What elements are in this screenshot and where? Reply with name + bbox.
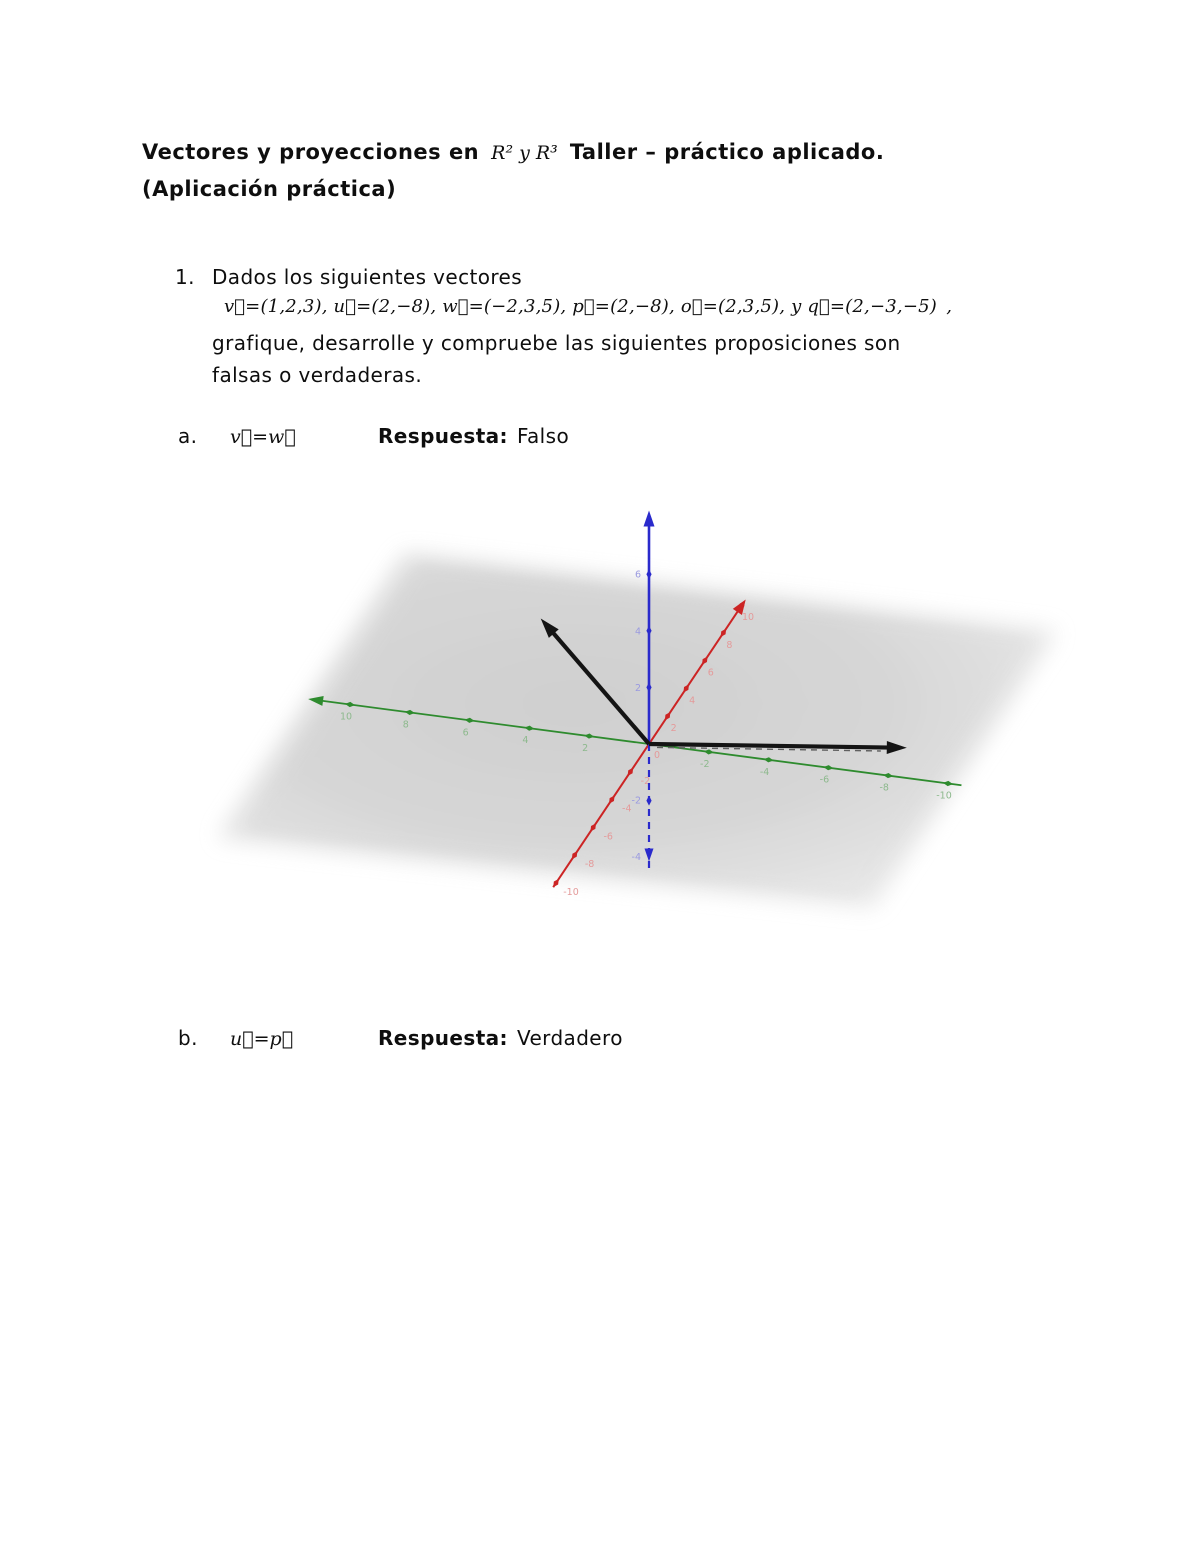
item-a-answer-label: Respuesta: [378, 424, 508, 448]
svg-text:-6: -6 [819, 774, 830, 786]
svg-text:2: 2 [634, 682, 641, 694]
svg-text:6: 6 [634, 569, 641, 581]
title-math-expression: R² y R³ [491, 142, 558, 164]
svg-text:4: 4 [522, 735, 529, 747]
svg-text:-2: -2 [640, 775, 651, 787]
problem-number: 1. [175, 265, 195, 289]
svg-text:-10: -10 [936, 790, 952, 802]
svg-text:2: 2 [582, 743, 589, 755]
svg-text:2: 2 [670, 723, 677, 735]
svg-text:-4: -4 [631, 852, 641, 864]
item-b-label: b. [178, 1026, 198, 1050]
item-b-statement: u⃗=p⃗ [230, 1028, 294, 1050]
problem-body-line2: falsas o verdaderas. [212, 363, 423, 387]
svg-text:4: 4 [634, 626, 641, 638]
svg-text:-8: -8 [879, 782, 889, 794]
svg-text:6: 6 [462, 727, 469, 739]
svg-text:8: 8 [726, 639, 733, 651]
title-line [142, 134, 1122, 171]
item-a-label: a. [178, 424, 198, 448]
item-a-statement: v⃗=w⃗ [230, 426, 296, 448]
item-b-row [178, 1026, 623, 1050]
vectors-formula: v⃗=(1,2,3), u⃗=(2,−8), w⃗=(−2,3,5), p⃗=(2,−8), o⃗=(2,3,5), y q⃗=(2,−3,−5) , [224, 296, 953, 317]
problem-intro: Dados los siguientes vectores [212, 265, 523, 289]
svg-text:-10: -10 [563, 887, 579, 898]
item-a-answer: Falso [516, 424, 570, 448]
item-b-answer: Verdadero [516, 1026, 623, 1050]
title-suffix: Taller – práctico aplicado. [569, 140, 885, 164]
svg-text:8: 8 [402, 719, 409, 731]
title-subtitle: (Aplicación práctica) [142, 177, 397, 201]
svg-text:10: 10 [741, 612, 755, 623]
svg-text:0: 0 [653, 750, 661, 761]
svg-text:-4: -4 [622, 803, 632, 815]
title-prefix: Vectores y proyecciones en [142, 140, 480, 164]
svg-text:4: 4 [689, 695, 696, 707]
item-b-answer-label: Respuesta: [378, 1026, 508, 1050]
svg-text:-8: -8 [584, 859, 595, 871]
3d-vector-graph [150, 480, 1100, 960]
svg-text:-2: -2 [631, 795, 641, 807]
svg-text:-6: -6 [603, 831, 613, 843]
problem-body-line1: grafique, desarrolle y compruebe las siguientes proposiciones son [212, 331, 901, 355]
svg-text:-2: -2 [700, 758, 710, 770]
svg-text:10: 10 [339, 711, 353, 723]
svg-text:-4: -4 [759, 766, 770, 778]
document-title [142, 134, 1122, 207]
svg-text:6: 6 [707, 667, 714, 679]
item-a-row [178, 424, 569, 448]
